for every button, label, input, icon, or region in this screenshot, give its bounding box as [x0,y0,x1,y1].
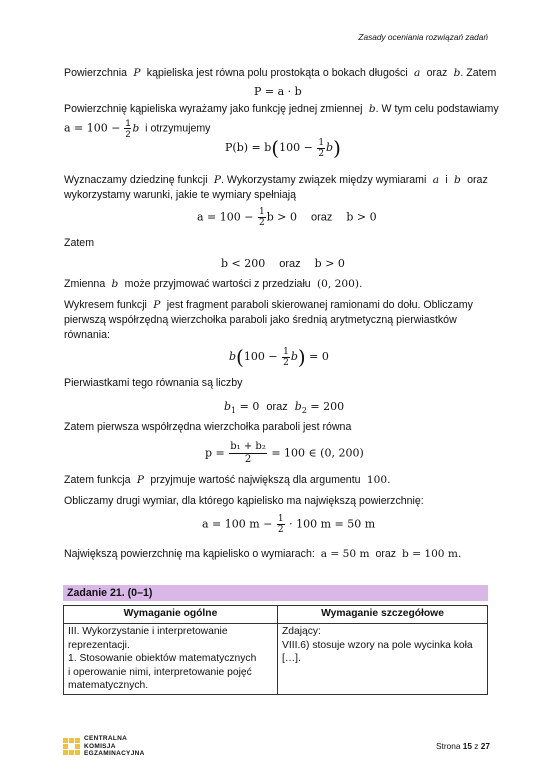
equation-domain: b < 200 oraz b > 0 [221,257,345,270]
paragraph-5b: pierwszą współrzędną wierzchołka paraboli jako średnią arytmetyczną pierwiastków [64,314,457,326]
table-header-general: Wymaganie ogólne [64,606,278,624]
paragraph-2: Powierzchnię kąpieliska wyrażamy jako funkcję jednej zmiennej b. W tym celu podstawiamy [64,103,499,115]
paragraph-1: Powierzchnia P kąpieliska jest równa polu prostokąta o bokach długości a oraz b. Zatem [64,67,497,79]
equation-root-values: $b_1 = 0$ oraz $b_2 = 200$ [224,400,345,416]
requirements-table [63,605,488,695]
paragraph-4: Zmienna b może przyjmować wartości z przedziału (0, 200). [64,278,363,290]
page-header: Zasady oceniania rozwiązań zadań [358,32,488,42]
logo-icon [63,738,80,755]
paragraph-5: Wykresem funkcji P jest fragment paraboli skierowanej ramionami do dołu. Obliczamy [64,299,473,311]
equation-vertex: p = $\frac{\text{b₁ + b₂}}{2}$ = 100 ∈ (0, 200) [205,441,364,465]
paragraph-9: Obliczamy drugi wymiar, dla którego kąpielisko ma największą powierzchnię: [64,495,424,507]
table-cell-general: III. Wykorzystanie i interpretowanie reprezentacji. 1. Stosowanie obiektów matematycznych i operowanie nimi, interpretowanie pojęć matematycznych. [64,624,278,695]
equation-area: P = a · b [254,85,302,98]
paragraph-8: Zatem funkcja P przyjmuje wartość największą dla argumentu 100. [64,474,391,486]
paragraph-10: Największą powierzchnię ma kąpielisko o wymiarach: a = 50 m oraz b = 100 m. [64,548,462,560]
paragraph-7: Zatem pierwsza współrzędna wierzchołka paraboli jest równa [64,421,352,433]
equation-function: P(b) = b(100 − $\frac{1}{2}$ b) [225,136,341,160]
paragraph-6: Pierwiastkami tego równania są liczby [64,377,243,389]
cke-logo: CENTRALNA KOMISJA EGZAMINACYJNA [63,735,145,758]
substitution-line: a = 100 − $\frac{1}{2}$ b i otrzymujemy [64,118,211,139]
page-number: Strona 15 z 27 [435,741,490,751]
table-cell-specific: Zdający: VIII.6) stosuje wzory na pole wycinka koła […]. [278,624,488,695]
equation-roots: b(100 − $\frac{1}{2}$ b) = 0 [229,345,329,369]
paragraph-3: Wyznaczamy dziedzinę funkcji P. Wykorzystamy związek między wymiarami a i b oraz [64,174,488,186]
equation-second-dimension: a = 100 m − $\frac{1}{2}$ · 100 m = 50 m [202,514,376,535]
paragraph-zatem: Zatem [64,237,95,249]
task-header-bar: Zadanie 21. (0–1) [63,585,488,601]
paragraph-3b: wykorzystamy warunki, jakie te wymiary spełniają [64,189,296,201]
paragraph-5c: równania: [64,329,110,341]
equation-conditions: a = 100 − $\frac{1}{2}$ b > 0 oraz b > 0 [197,207,377,228]
table-header-specific: Wymaganie szczegółowe [278,606,488,624]
